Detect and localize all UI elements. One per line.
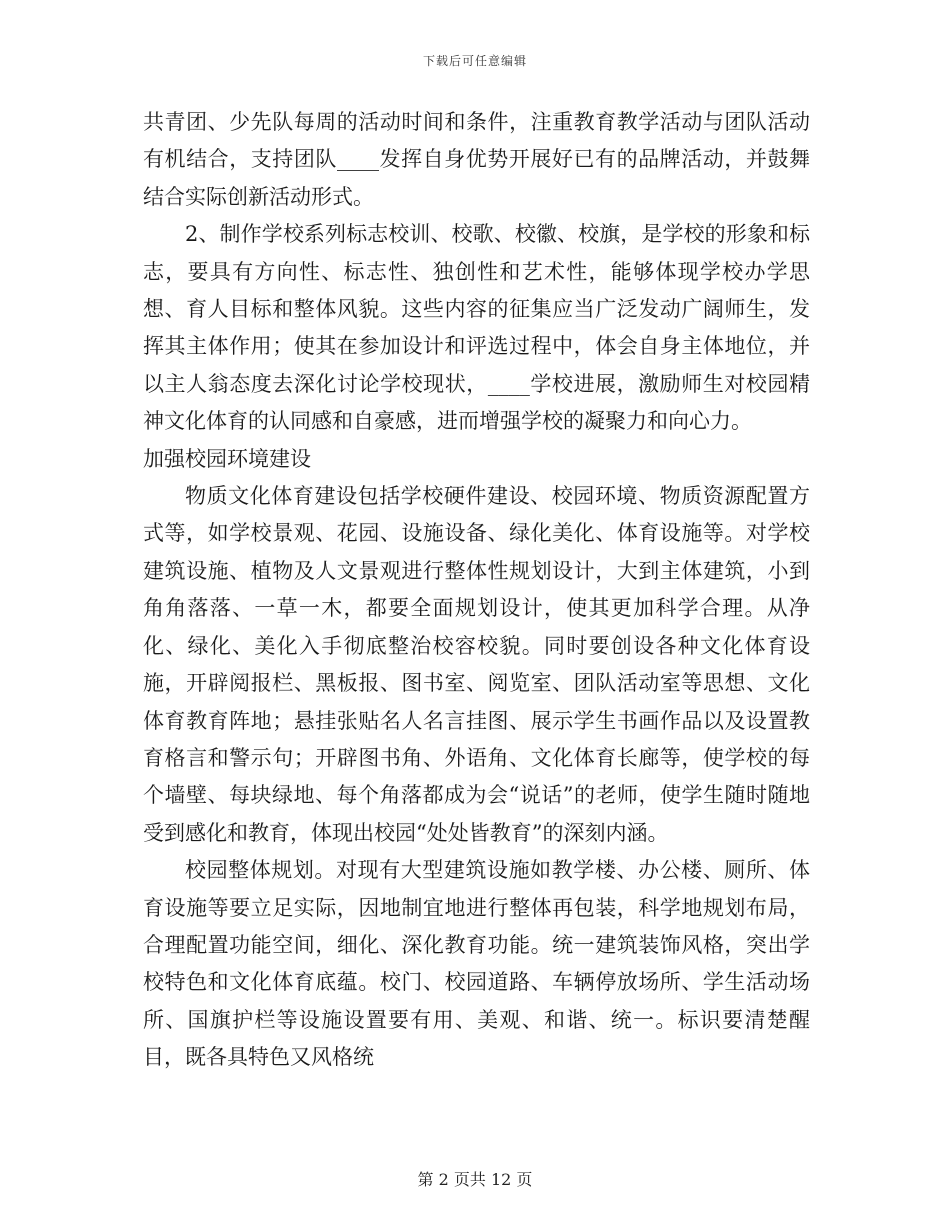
paragraph-campus-planning: 校园整体规划。对现有大型建筑设施如教学楼、办公楼、厕所、体育设施等要立足实际，因地制宜地进行整体再包装，科学地规划布局，合理配置功能空间，细化、深化教育功能。统一建筑装饰风格，突出学校特色和文化体育底蕴。校门、校园道路、车辆停放场所、学生活动场所、国旗护栏等设施设置要有用、美观、和谐、统一。标识要清楚醒目，既各具特色又风格统 — [143, 858, 810, 1070]
section-heading-campus-environment: 加强校园环境建设 — [143, 446, 311, 471]
page-number: 第 2 页共 12 页 — [417, 1170, 533, 1189]
page-header-note: 下载后可任意编辑 — [422, 54, 527, 68]
document-body — [143, 104, 810, 1077]
paragraph-material-culture: 物质文化体育建设包括学校硬件建设、校园环境、物质资源配置方式等，如学校景观、花园、设施设备、绿化美化、体育设施等。对学校建筑设施、植物及人文景观进行整体性规划设计，大到主体建筑，小到角角落落、一草一木，都要全面规划设计，使其更加科学合理。从净化、绿化、美化入手彻底整治校容校貌。同时要创设各种文化体育设施，开辟阅报栏、黑板报、图书室、阅览室、团队活动室等思想、文化体育教育阵地；悬挂张贴名人名言挂图、展示学生书画作品以及设置教育格言和警示句；开辟图书角、外语角、文化体育长廊等，使学校的每个墙壁、每块绿地、每个角落都成为会“说话”的老师，使学生随时随地受到感化和教育，体现出校园“处处皆教育”的深刻内涵。 — [143, 484, 810, 845]
paragraph-continuation: 共青团、少先队每周的活动时间和条件，注重教育教学活动与团队活动有机结合，支持团队____发挥自身优势开展好已有的品牌活动，并鼓舞结合实际创新活动形式。 — [143, 110, 810, 209]
paragraph-school-logo: 2、制作学校系列标志校训、校歌、校徽、校旗，是学校的形象和标志，要具有方向性、标志性、独创性和艺术性，能够体现学校办学思想、育人目标和整体风貌。这些内容的征集应当广泛发动广阔师生，发挥其主体作用；使其在参加设计和评选过程中，体会自身主体地位，并以主人翁态度去深化讨论学校现状，____学校进展，激励师生对校园精神文化体育的认同感和自豪感，进而增强学校的凝聚力和向心力。 — [143, 222, 810, 434]
